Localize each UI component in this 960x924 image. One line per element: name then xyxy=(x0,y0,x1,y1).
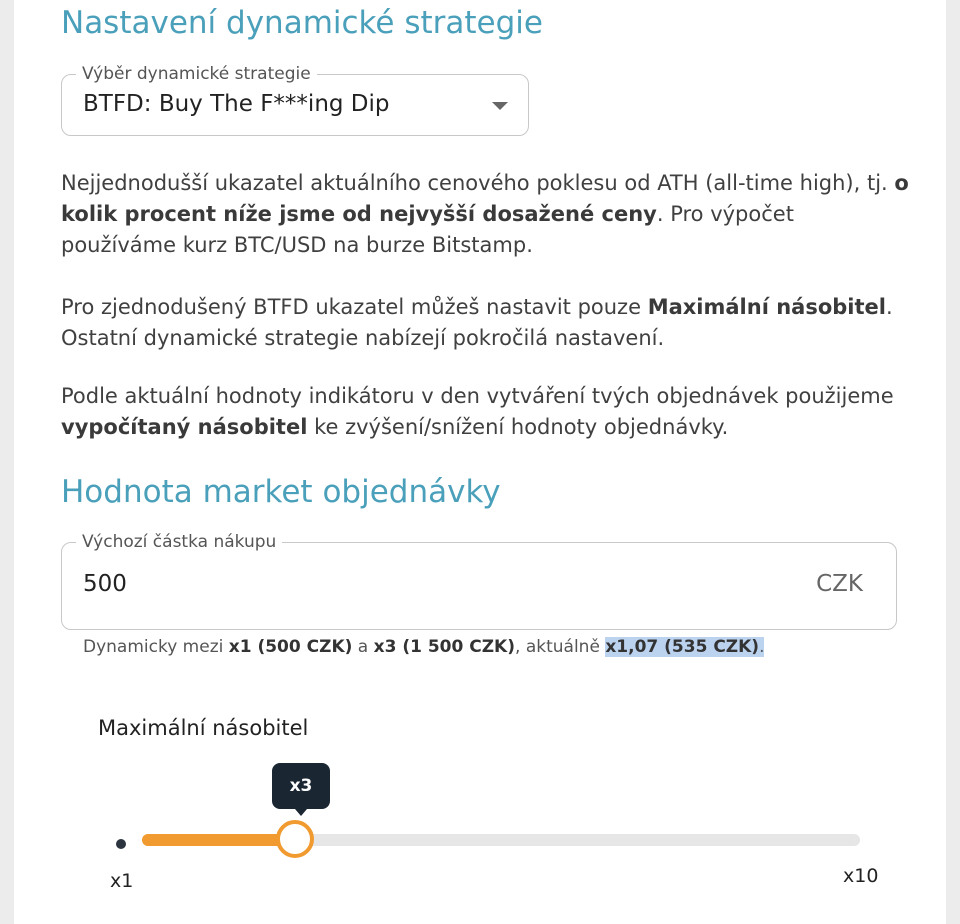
strategy-description xyxy=(61,168,911,261)
helper-text: a xyxy=(352,637,374,657)
note-bold: Maximální násobitel xyxy=(647,295,886,319)
slider-min-label: x1 xyxy=(110,870,134,892)
amount-field[interactable] xyxy=(61,532,897,630)
slider-min-mark xyxy=(116,839,126,849)
multiplier-slider-fill xyxy=(142,834,293,846)
strategy-heading: Nastavení dynamické strategie xyxy=(61,5,543,41)
currency-label: CZK xyxy=(816,571,863,597)
description-text: Nejjednodušší ukazatel aktuálního cenového poklesu od ATH (all-time high), tj. xyxy=(61,171,895,195)
btfd-note xyxy=(61,292,911,354)
amount-helper-text xyxy=(83,637,764,657)
note-text: Podle aktuální hodnoty indikátoru v den vytváření tvých objednávek použijeme xyxy=(61,384,894,408)
note-text: . Ostatní dynamické strategie nabízejí pokročilá nastavení. xyxy=(61,295,893,350)
helper-current-value: x1,07 (535 CZK) xyxy=(605,637,760,657)
description-bold: o kolik procent níže jsme od nejvyšší dosažené ceny xyxy=(61,171,909,226)
note-bold: vypočítaný násobitel xyxy=(61,415,308,439)
helper-bold: x3 (1 500 CZK) xyxy=(373,637,516,657)
strategy-select[interactable] xyxy=(61,64,529,136)
description-text: . Pro výpočet používáme kurz BTC/USD na burze Bitstamp. xyxy=(61,202,794,257)
amount-field-label: Výchozí částka nákupu xyxy=(76,532,282,552)
multiplier-note xyxy=(61,381,911,443)
helper-text: , aktuálně xyxy=(515,637,606,657)
amount-input-value[interactable]: 500 xyxy=(83,571,127,597)
chevron-down-icon[interactable] xyxy=(492,102,508,110)
note-text: ke zvýšení/snížení hodnoty objednávky. xyxy=(307,415,729,439)
order-heading: Hodnota market objednávky xyxy=(61,474,501,510)
helper-text: Dynamicky mezi xyxy=(83,637,229,657)
multiplier-slider-track[interactable] xyxy=(142,834,860,846)
strategy-select-value: BTFD: Buy The F***ing Dip xyxy=(83,91,390,117)
multiplier-slider-thumb[interactable] xyxy=(276,820,314,858)
helper-text: . xyxy=(759,637,765,657)
strategy-select-label: Výběr dynamické strategie xyxy=(76,64,317,84)
slider-value-tooltip: x3 xyxy=(272,763,330,809)
multiplier-slider-label: Maximální násobitel xyxy=(98,716,309,740)
slider-max-label: x10 xyxy=(843,865,879,887)
helper-bold: x1 (500 CZK) xyxy=(228,637,353,657)
note-text: Pro zjednodušený BTFD ukazatel můžeš nastavit pouze xyxy=(61,295,648,319)
strategy-card xyxy=(14,0,946,924)
